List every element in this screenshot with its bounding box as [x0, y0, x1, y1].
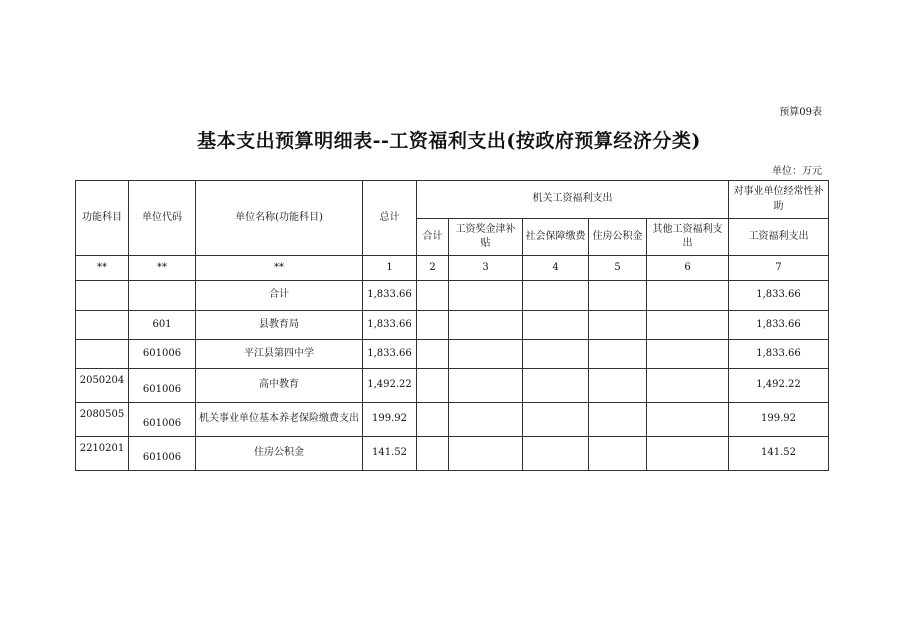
table-cell: 141.52: [363, 437, 417, 471]
table-cell: [417, 340, 449, 369]
table-cell: [129, 403, 196, 437]
table-cell: 住房公积金: [196, 437, 363, 471]
table-cell: 县教育局: [196, 311, 363, 340]
table-cell: [589, 281, 647, 311]
table-cell: [647, 311, 729, 340]
table-row: [76, 311, 829, 340]
table-cell: [417, 311, 449, 340]
table-cell: [76, 281, 129, 311]
table-row: [76, 340, 829, 369]
func-code: 2210201: [79, 443, 125, 455]
table-cell: [76, 437, 129, 471]
table-cell: 高中教育: [196, 369, 363, 403]
table-cell: [523, 369, 589, 403]
table-cell: [647, 340, 729, 369]
table-cell: 141.52: [729, 437, 829, 471]
unit-code: 601006: [142, 451, 182, 463]
table-cell: 1,833.66: [729, 340, 829, 369]
budget-table: [75, 180, 829, 471]
table-cell: [76, 369, 129, 403]
table-cell: 7: [729, 256, 829, 281]
table-cell: [647, 369, 729, 403]
table-cell: 机关事业单位基本养老保险缴费支出: [196, 403, 363, 437]
table-cell: 1,833.66: [363, 311, 417, 340]
table-cell: 3: [449, 256, 523, 281]
table-cell: [417, 281, 449, 311]
table-cell: 1,492.22: [363, 369, 417, 403]
table-cell: [523, 340, 589, 369]
header-unit-name: 单位名称(功能科目): [196, 181, 363, 256]
form-number: 预算09表: [779, 107, 822, 118]
table-cell: 1,492.22: [729, 369, 829, 403]
table-cell: [589, 340, 647, 369]
table-cell: [417, 437, 449, 471]
table-cell: [523, 281, 589, 311]
table-cell: 1,833.66: [729, 311, 829, 340]
header-subsidy-group: 对事业单位经常性补助: [729, 181, 829, 219]
header-housing-fund: 住房公积金: [589, 219, 647, 256]
table-cell: [129, 437, 196, 471]
table-cell: [589, 311, 647, 340]
table-cell: 4: [523, 256, 589, 281]
header-heji: 合计: [417, 219, 449, 256]
func-code: 2080505: [79, 409, 125, 421]
header-social-security: 社会保障缴费: [523, 219, 589, 256]
table-cell: [589, 403, 647, 437]
table-cell: **: [129, 256, 196, 281]
table-cell: [647, 281, 729, 311]
table-cell: [449, 311, 523, 340]
func-code: 2050204: [79, 375, 125, 387]
table-cell: 199.92: [729, 403, 829, 437]
table-row: [76, 281, 829, 311]
table-cell: [417, 403, 449, 437]
header-func-subject: 功能科目: [76, 181, 129, 256]
table-row: [76, 437, 829, 471]
table-cell: 5: [589, 256, 647, 281]
table-cell: [647, 403, 729, 437]
unit-label: 单位：万元: [772, 166, 822, 177]
table-cell: [76, 403, 129, 437]
table-cell: [76, 311, 129, 340]
table-row-index: [76, 256, 829, 281]
table-row: [76, 403, 829, 437]
table-cell: [76, 340, 129, 369]
table-cell: 199.92: [363, 403, 417, 437]
table-cell: [129, 281, 196, 311]
table-cell: [523, 437, 589, 471]
table-cell: [523, 311, 589, 340]
table-cell: [589, 437, 647, 471]
table-cell: **: [76, 256, 129, 281]
table-cell: 平江县第四中学: [196, 340, 363, 369]
table-cell: [589, 369, 647, 403]
table-row: [76, 369, 829, 403]
header-unit-code: 单位代码: [129, 181, 196, 256]
table-cell: 6: [647, 256, 729, 281]
table-cell: **: [196, 256, 363, 281]
table-cell: 2: [417, 256, 449, 281]
table-cell: 601: [129, 311, 196, 340]
header-subsidy-wage: 工资福利支出: [729, 219, 829, 256]
header-org-welfare-group: 机关工资福利支出: [417, 181, 729, 219]
table-cell: [523, 403, 589, 437]
table-cell: [449, 437, 523, 471]
unit-code: 601006: [142, 417, 182, 429]
table-cell: [449, 340, 523, 369]
header-other-welfare: 其他工资福利支出: [647, 219, 729, 256]
table-cell: 601006: [129, 340, 196, 369]
header-wage-bonus: 工资奖金津补贴: [449, 219, 523, 256]
table-cell: [417, 369, 449, 403]
unit-code: 601006: [142, 383, 182, 395]
table-cell: 1,833.66: [363, 281, 417, 311]
table-cell: [647, 437, 729, 471]
header-total: 总计: [363, 181, 417, 256]
table-cell: [449, 403, 523, 437]
table-cell: 1,833.66: [363, 340, 417, 369]
table-cell: 合计: [196, 281, 363, 311]
document-title: 基本支出预算明细表--工资福利支出(按政府预算经济分类): [197, 130, 701, 152]
table-cell: 1: [363, 256, 417, 281]
table-cell: 1,833.66: [729, 281, 829, 311]
table-cell: [129, 369, 196, 403]
table-cell: [449, 369, 523, 403]
table-cell: [449, 281, 523, 311]
